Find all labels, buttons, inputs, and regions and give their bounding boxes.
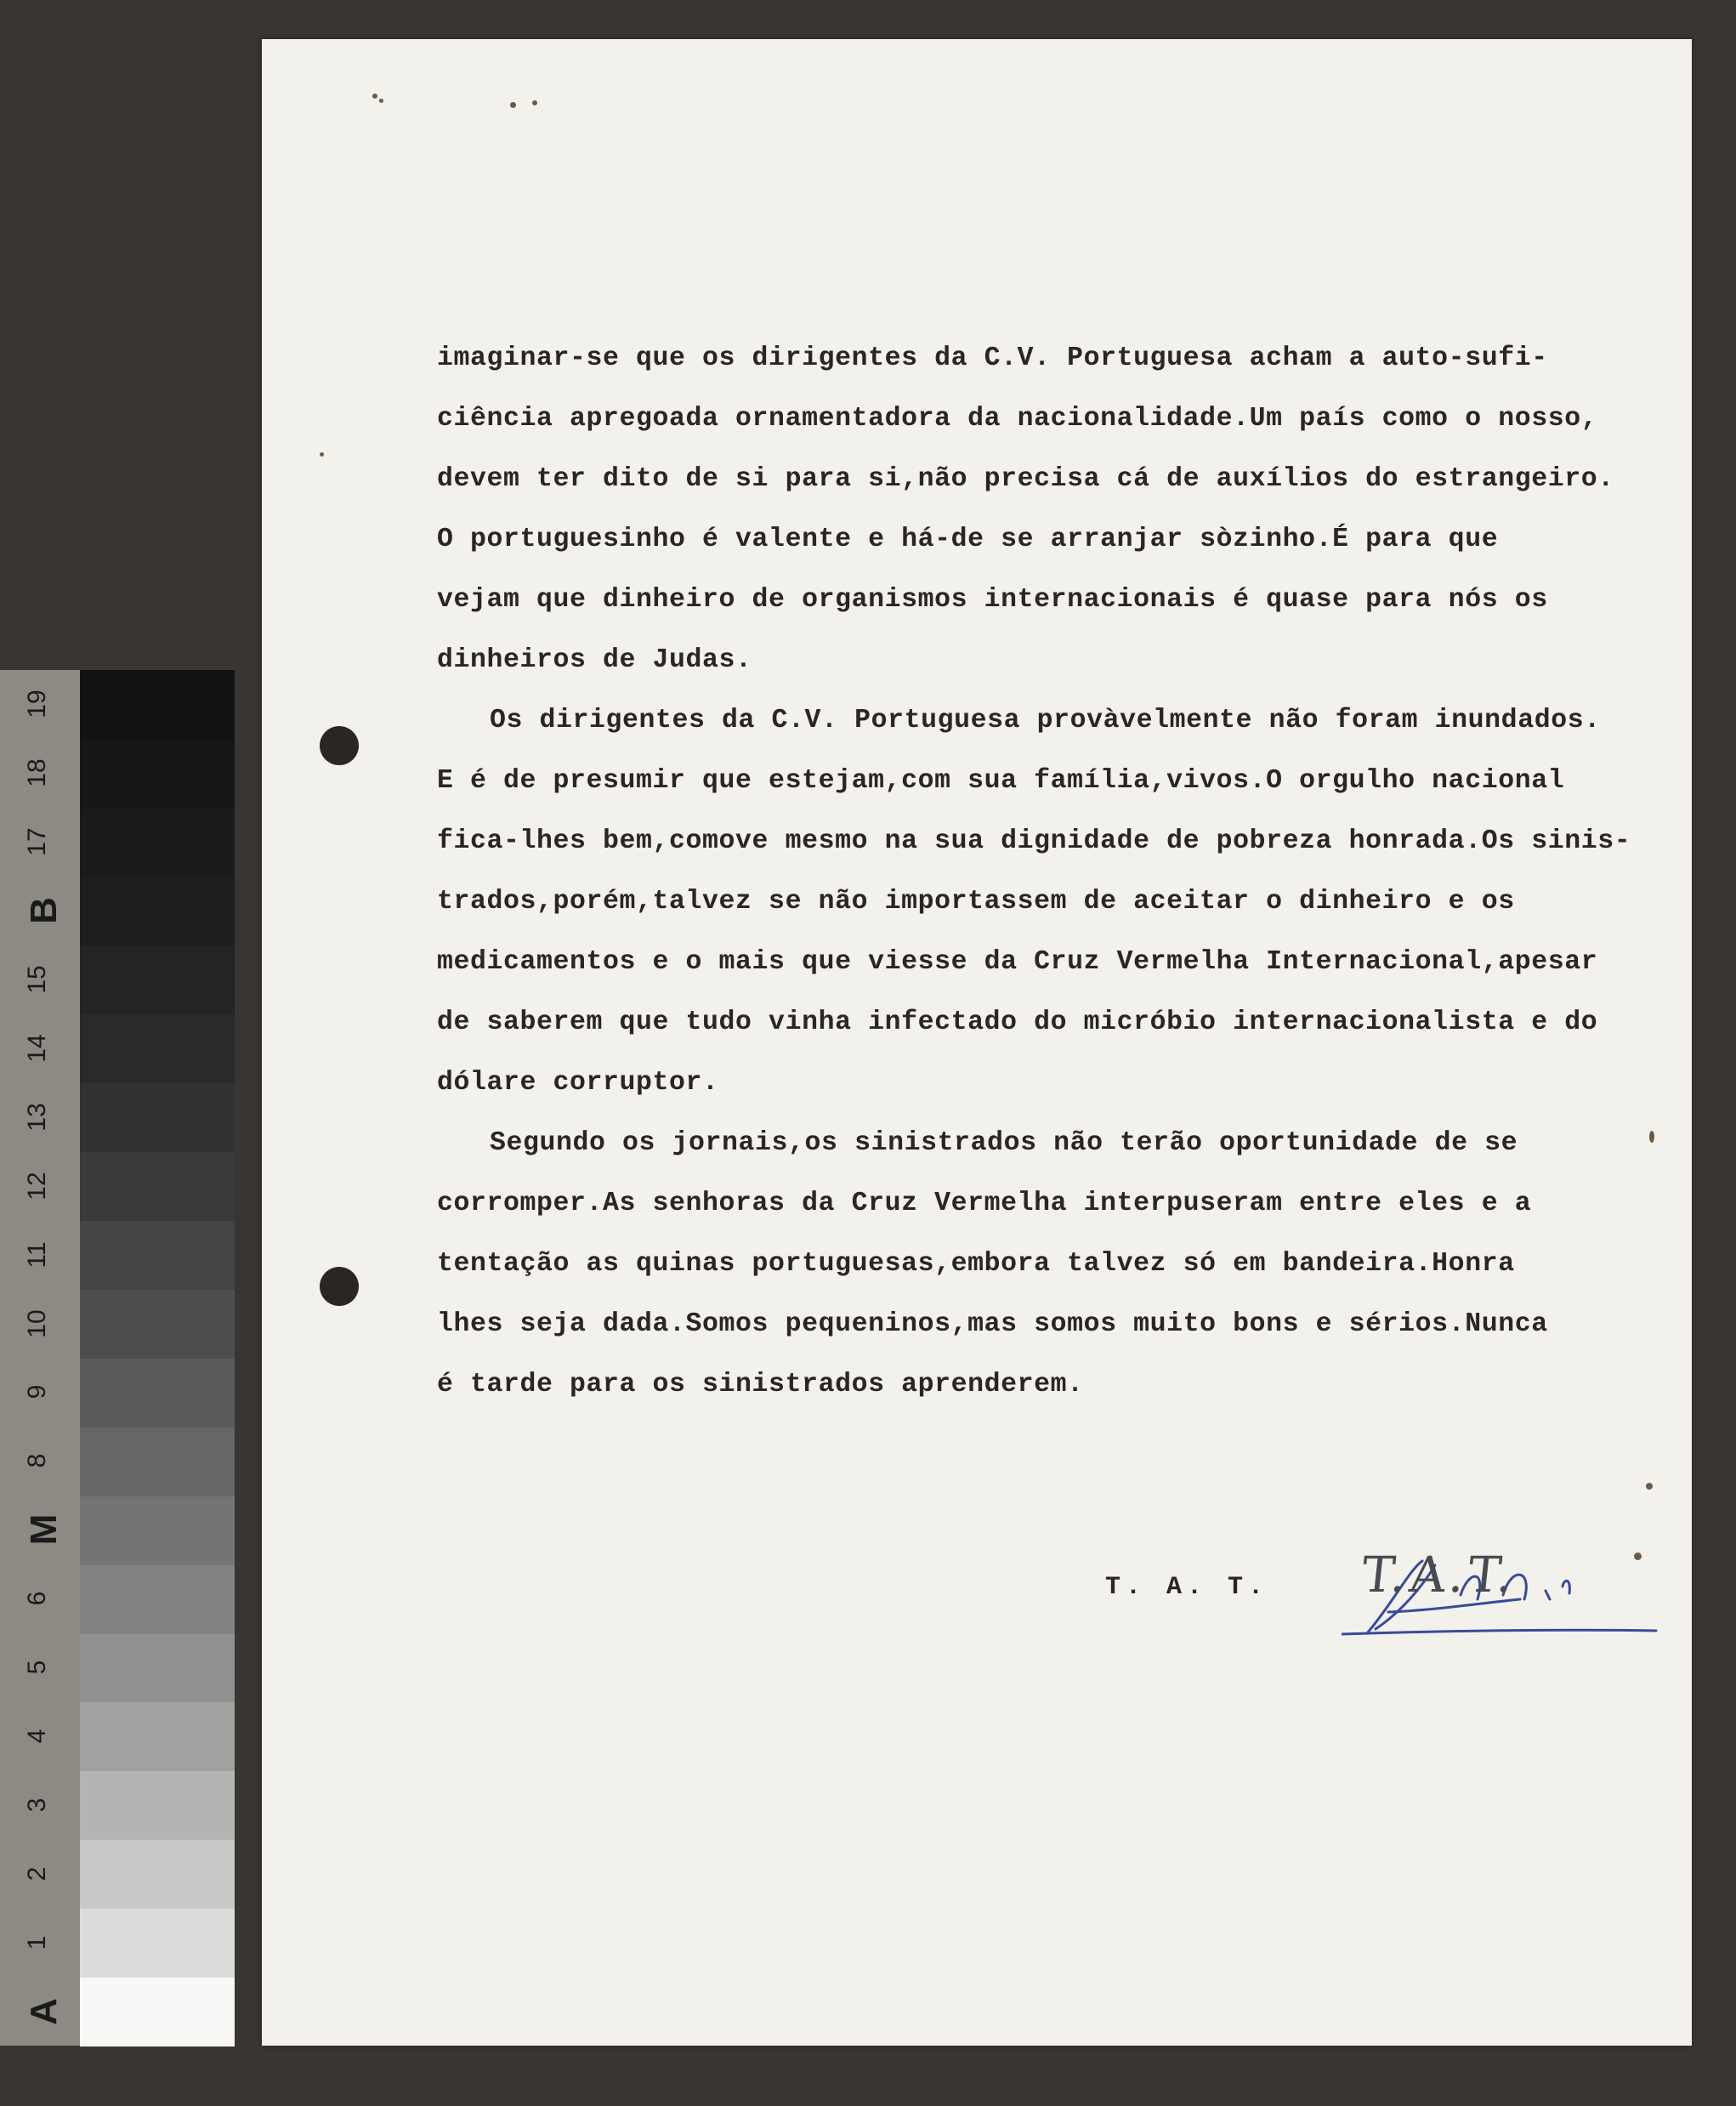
- paper-speck: [379, 99, 383, 103]
- scale-label: B: [23, 897, 65, 925]
- text-line: trados,porém,talvez se não importassem de aceitar o dinheiro e os: [437, 887, 1515, 917]
- gray-patch: [80, 945, 235, 1015]
- gray-patches: [80, 670, 235, 2046]
- gray-patch: [80, 1839, 235, 1909]
- gray-patch: [80, 1564, 235, 1634]
- scale-label: 5: [23, 1660, 51, 1675]
- gray-patch: [80, 877, 235, 946]
- gray-patch: [80, 739, 235, 809]
- gray-scale-target: [0, 670, 235, 2046]
- gray-patch: [80, 1496, 235, 1565]
- punch-hole-upper: [320, 726, 359, 765]
- text-line: ciência apregoada ornamentadora da nacionalidade.Um país como o nosso,: [437, 404, 1598, 434]
- gray-patch: [80, 1082, 235, 1152]
- text-line: de saberem que tudo vinha infectado do micróbio internacionalista e do: [437, 1008, 1598, 1037]
- scale-label: 11: [23, 1241, 51, 1269]
- gray-patch: [80, 1702, 235, 1772]
- gray-patch: [80, 1289, 235, 1359]
- scale-label: 13: [23, 1103, 51, 1132]
- scale-label: 3: [23, 1797, 51, 1813]
- text-line: O portuguesinho é valente e há-de se arranjar sòzinho.É para que: [437, 525, 1499, 554]
- paper-speck: [1646, 1483, 1653, 1490]
- scale-label: A: [23, 1997, 65, 2025]
- gray-patch: [80, 1977, 235, 2046]
- scale-label: 10: [23, 1308, 51, 1338]
- text-line: é tarde para os sinistrados aprenderem.: [437, 1370, 1084, 1399]
- scale-label: 19: [23, 690, 51, 719]
- scale-label: 6: [23, 1591, 51, 1606]
- text-line: imaginar-se que os dirigentes da C.V. Portuguesa acham a auto-sufi-: [437, 343, 1548, 373]
- text-line: tentação as quinas portuguesas,embora talvez só em bandeira.Honra: [437, 1249, 1515, 1279]
- gray-patch: [80, 1427, 235, 1496]
- gray-patch: [80, 808, 235, 877]
- text-line: devem ter dito de si para si,não precisa cá de auxílios do estrangeiro.: [437, 464, 1614, 494]
- text-line: Os dirigentes da C.V. Portuguesa provàvelmente não foram inundados.: [490, 706, 1601, 735]
- paragraph-1: [437, 328, 1653, 690]
- scale-label: M: [23, 1513, 65, 1546]
- paragraph-2: [437, 690, 1653, 1113]
- paper-speck: [532, 100, 537, 105]
- paper-speck: [320, 452, 324, 457]
- gray-patch: [80, 1770, 235, 1840]
- scale-label: 18: [23, 758, 51, 788]
- gray-patch: [80, 1633, 235, 1703]
- punch-hole-lower: [320, 1267, 359, 1306]
- scale-label: 4: [23, 1729, 51, 1744]
- scale-label: 12: [23, 1172, 51, 1201]
- scale-label: 2: [23, 1866, 51, 1882]
- handwritten-initials: T.A.T.: [1359, 1546, 1520, 1604]
- gray-patch: [80, 670, 235, 740]
- scale-label: 1: [23, 1935, 51, 1950]
- document-page: [262, 39, 1692, 2046]
- typed-body-text: [437, 328, 1653, 1415]
- scale-label: 14: [23, 1034, 51, 1063]
- text-line: dólare corruptor.: [437, 1068, 719, 1098]
- text-line: dinheiros de Judas.: [437, 645, 752, 675]
- typed-signature-initials: T. A. T.: [1105, 1573, 1269, 1602]
- gray-patch: [80, 1014, 235, 1084]
- scale-label: 15: [23, 965, 51, 994]
- text-line: vejam que dinheiro de organismos internacionais é quase para nós os: [437, 585, 1548, 615]
- text-line: Segundo os jornais,os sinistrados não terão oportunidade de se: [490, 1128, 1518, 1158]
- paper-speck: [372, 94, 377, 99]
- scale-number-strip: [0, 670, 80, 2046]
- paper-speck: [510, 102, 516, 108]
- gray-patch: [80, 1358, 235, 1428]
- scale-label: 9: [23, 1385, 51, 1399]
- scale-label: 8: [23, 1454, 51, 1468]
- text-line: lhes seja dada.Somos pequeninos,mas somos muito bons e sérios.Nunca: [437, 1309, 1548, 1339]
- paragraph-3: [437, 1113, 1653, 1415]
- text-line: fica-lhes bem,comove mesmo na sua dignidade de pobreza honrada.Os sinis-: [437, 826, 1631, 856]
- text-line: corromper.As senhoras da Cruz Vermelha interpuseram entre eles e a: [437, 1189, 1532, 1218]
- gray-patch: [80, 1908, 235, 1978]
- gray-patch: [80, 1151, 235, 1221]
- gray-patch: [80, 1220, 235, 1290]
- text-line: E é de presumir que estejam,com sua família,vivos.O orgulho nacional: [437, 766, 1565, 796]
- scale-label: 17: [23, 827, 51, 856]
- text-line: medicamentos e o mais que viesse da Cruz Vermelha Internacional,apesar: [437, 947, 1598, 977]
